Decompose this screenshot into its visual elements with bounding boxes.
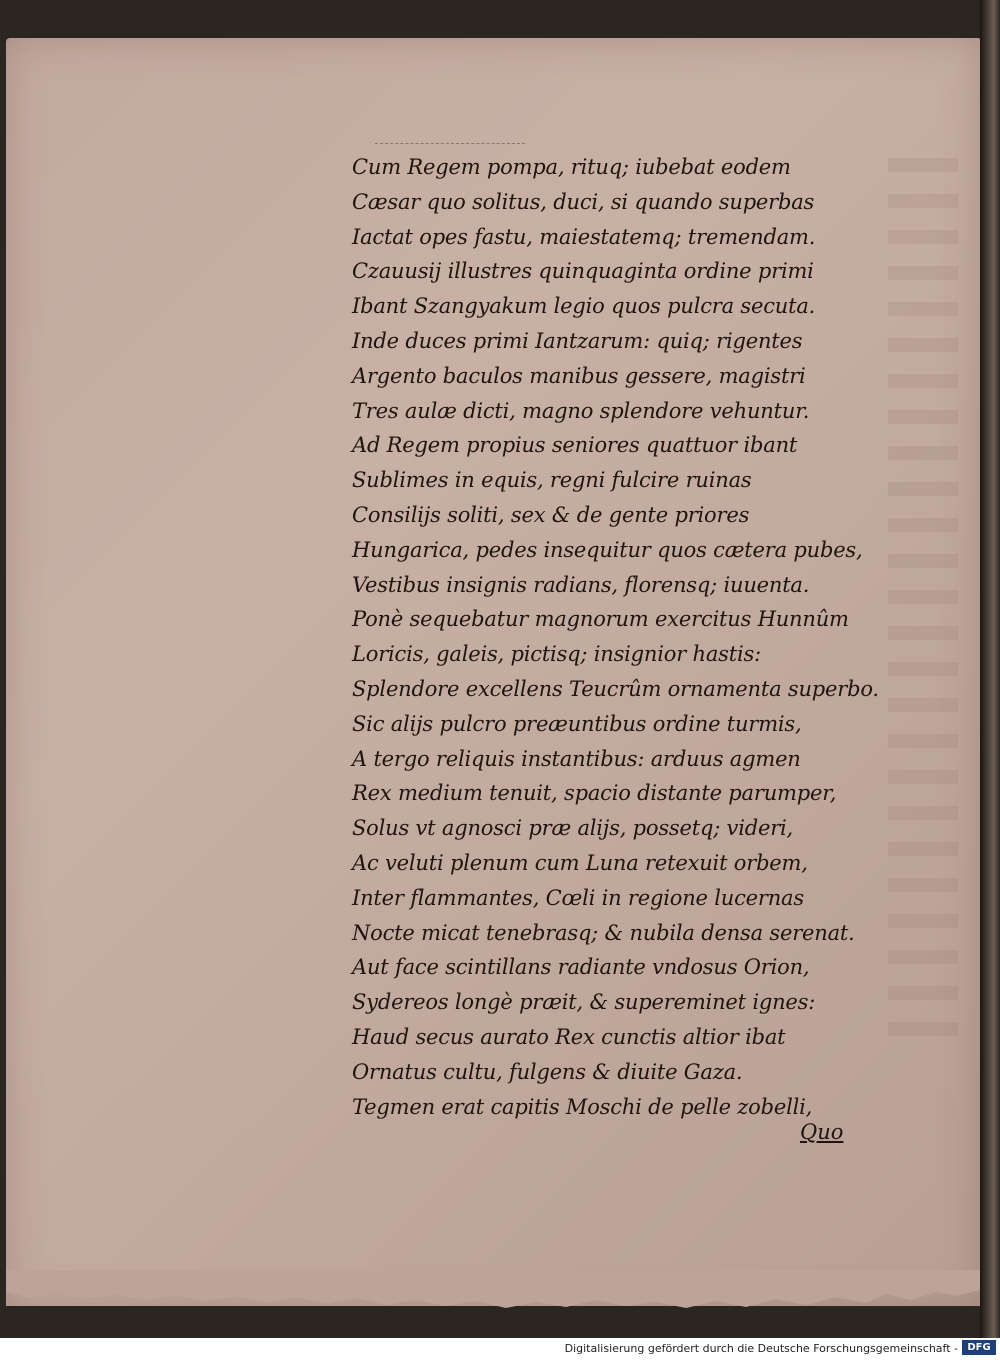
poem-line: Splendore excellens Teucrûm ornamenta superbo. [352, 676, 879, 701]
poem-line: Hungarica, pedes insequitur quos cætera pubes, [352, 537, 863, 562]
poem-line: Inde duces primi Iantzarum: quiq; rigentes [352, 328, 803, 353]
poem-line: Aut face scintillans radiante vndosus Orion, [352, 955, 810, 980]
poem-line: Ornatus cultu, fulgens & diuite Gaza. [352, 1059, 743, 1084]
poem-line: Tegmen erat capitis Moschi de pelle zobelli, [352, 1094, 813, 1119]
header-rule [375, 143, 525, 144]
poem-line: Cum Regem pompa, rituq; iubebat eodem [352, 155, 791, 179]
poem-text [352, 150, 912, 1124]
poem-line: Loricis, galeis, pictisq; insignior hastis: [352, 642, 761, 667]
poem-line: Nocte micat tenebrasq; & nubila densa serenat. [352, 920, 855, 945]
torn-page-edge [6, 1270, 980, 1330]
poem-line: Czauusij illustres quinquaginta ordine primi [352, 259, 814, 284]
poem-line: Inter flammantes, Cœli in regione lucernas [352, 885, 804, 910]
poem-line: Consilijs soliti, sex & de gente priores [352, 502, 750, 527]
poem-line: Solus vt agnosci præ alijs, possetq; videri, [352, 816, 794, 841]
poem-line: Sublimes in equis, regni fulcire ruinas [352, 468, 752, 493]
poem-line: Cæsar quo solitus, duci, si quando superbas [352, 189, 815, 214]
poem-line: Iactat opes fastu, maiestatemq; tremendam. [352, 224, 816, 249]
poem-line: Ponè sequebatur magnorum exercitus Hunnûm [352, 607, 849, 632]
poem-line: Sic alijs pulcro preæuntibus ordine turmis, [352, 711, 802, 736]
digitization-credit: Digitalisierung gefördert durch die Deutsche Forschungsgemeinschaft - [564, 1342, 958, 1355]
poem-line: Vestibus insignis radians, florensq; iuuenta. [352, 572, 810, 597]
poem-line: Ac veluti plenum cum Luna retexuit orbem, [352, 850, 808, 875]
poem-line: Argento baculos manibus gessere, magistri [352, 363, 806, 388]
poem-line: A tergo reliquis instantibus: arduus agmen [352, 746, 801, 771]
poem-line: Ad Regem propius seniores quattuor ibant [352, 433, 798, 458]
catchword: Quo [800, 1120, 844, 1144]
poem-line: Tres aulæ dicti, magno splendore vehuntur. [352, 398, 810, 423]
book-spine-edge [980, 0, 1000, 1338]
poem-line: Rex medium tenuit, spacio distante parumper, [352, 781, 837, 806]
poem-line: Ibant Szangyakum legio quos pulcra secuta. [352, 294, 816, 319]
dfg-logo: DFG [962, 1340, 996, 1355]
poem-line: Haud secus aurato Rex cunctis altior ibat [352, 1024, 786, 1049]
poem-line: Sydereos longè præit, & supereminet ignes: [352, 990, 816, 1015]
